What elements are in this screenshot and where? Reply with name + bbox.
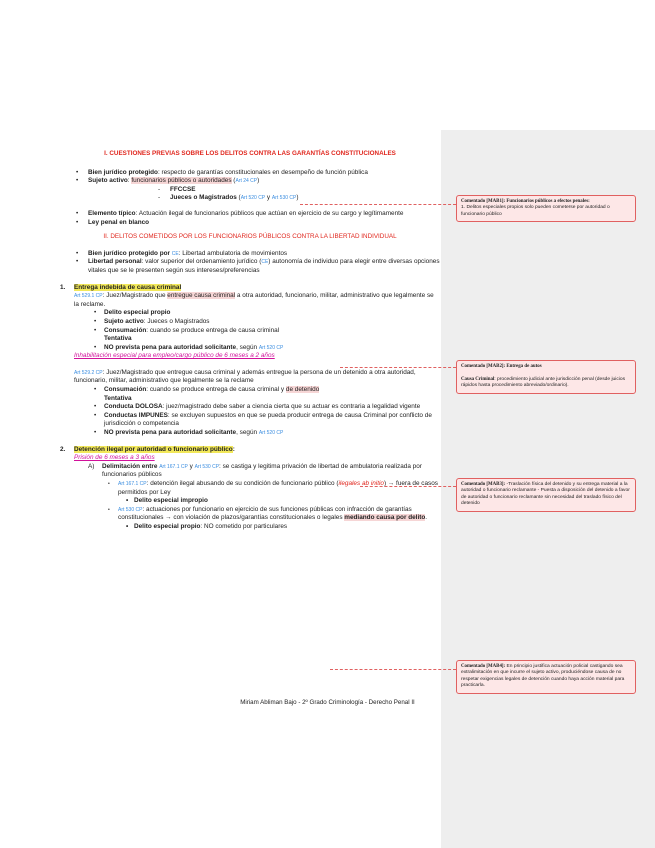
comment-connector bbox=[340, 367, 456, 368]
list-item: • Delito especial impropio bbox=[60, 497, 440, 506]
list-item: - Jueces o Magistrados (Art 520 CP y Art 530 CP) bbox=[60, 194, 440, 203]
document-body bbox=[60, 150, 440, 532]
list-item: - FFCCSE bbox=[60, 186, 440, 195]
comment-mab4[interactable]: Comentado [MAB4]: En principio justifica actuación policial castigando sea extralimitación en que incurre el sujeto activo, produciéndose causa de no respetar exigencias legales de detención cuando haya acción material para practicarla. bbox=[456, 660, 636, 694]
comment-mab3[interactable]: Comentado [MAB3]: -Traslación física del detenido y su entrega material a la autoridad o funcionario reclamante - Puesta a disposición del detenido a favor de autoridad o funcionario reclamante sin necesidad del traslado físico del detenido bbox=[456, 478, 636, 512]
list-item: • Art 530 CP: actuaciones por funcionario en ejercicio de sus funciones públicas con infracción de garantías constitucionales → con violación de plazos/garantías constitucionales o legales mediando causa por delito. bbox=[60, 506, 440, 523]
section1-list bbox=[60, 169, 440, 203]
item1-bullets-2 bbox=[60, 386, 440, 438]
section1-list-2 bbox=[60, 210, 440, 227]
list-item: • Sujeto activo: Jueces o Magistrados bbox=[60, 318, 440, 327]
comment-connector bbox=[360, 486, 456, 487]
comment-connector bbox=[330, 669, 456, 670]
list-item: • Elemento típico: Actuación ilegal de funcionarios públicos que actúan en ejercicio de su cargo y legítimamente bbox=[60, 210, 440, 219]
section2-list bbox=[60, 250, 440, 276]
section-heading-2: II. DELITOS COMETIDOS POR LOS FUNCIONARIOS PÚBLICOS CONTRA LA LIBERTAD INDIVIDUAL bbox=[103, 233, 397, 241]
comment-connector bbox=[300, 204, 456, 205]
item1-bullets bbox=[60, 309, 440, 352]
prison-note: Prisión de 6 meses a 3 años bbox=[74, 454, 155, 462]
page-footer: Miriam Abliman Bajo - 2º Grado Criminología - Derecho Penal II bbox=[240, 699, 415, 706]
list-item: • Libertad personal: valor superior del ordenamiento jurídico (CE) autonomía de individuo para elegir entre diversas opciones vitales que se le presenten según sus intereses/preferencias bbox=[60, 258, 440, 275]
list-item: • Conductas IMPUNES: se excluyen supuestos en que se pueda producir entrega de causa Criminal por conflicto de jurisdicción o competencia bbox=[60, 412, 440, 429]
comment-mab1[interactable]: Comentado [MAB1]: Funcionarios públicos a efectos penales: 1. Delitos especiales propios solo pueden cometerse por autoridad o funcionario público bbox=[456, 195, 636, 222]
list-item: • Delito especial propio bbox=[60, 309, 440, 318]
list-item: • Consumación: cuando se produce entrega de causa criminal y de detenido Tentativa bbox=[60, 386, 440, 403]
section-heading-1: I. CUESTIONES PREVIAS SOBRE LOS DELITOS CONTRA LAS GARANTÍAS CONSTITUCIONALES bbox=[104, 150, 396, 157]
subsection-a: A) Delimitación entre Art 167.1 CP y Art 530 CP: se castiga y legitima privación de libertad de ambulatoria realizada por funcionarios públicos bbox=[88, 462, 422, 479]
list-item: • Delito especial propio: NO cometido por particulares bbox=[60, 523, 440, 532]
comment-mab2[interactable]: Comentado [MAB2]: Entrega de autos Causa Criminal: procedimiento judicial ante jurisdicción penal (desde juicios rápidos hasta procedimiento abreviado/ordinario). bbox=[456, 360, 636, 394]
list-item: • Consumación: cuando se produce entrega de causa criminal Tentativa bbox=[60, 327, 440, 344]
list-item: • Ley penal en blanco bbox=[60, 219, 440, 228]
item2-bullets bbox=[60, 480, 440, 532]
numbered-item-2: 2. Detención ilegal por autoridad o funcionario público: bbox=[60, 445, 235, 453]
list-item: • NO prevista pena para autoridad solicitante, según Art 520 CP bbox=[60, 429, 440, 438]
list-item: • Bien jurídico protegido por CE: Libertad ambulatoria de movimientos bbox=[60, 250, 440, 259]
numbered-item-1: 1. Entrega indebida de causa criminal bbox=[60, 283, 182, 291]
list-item: • NO prevista pena para autoridad solicitante, según Art 520 CP bbox=[60, 344, 440, 353]
list-item: • Bien jurídico protegido: respecto de garantías constitucionales en desempeño de función pública bbox=[60, 169, 440, 178]
paragraph: Art 529.1 CP: Juez/Magistrado que entregue causa criminal a otra autoridad, funcionario, militar, administrativo que legalmente se la reclame. bbox=[74, 292, 434, 308]
paragraph: Art 529.2 CP: Juez/Magistrado que entregue causa criminal y además entregue la persona de un detenido a otra autoridad, funcionario, militar, administrativo que legalmente se la reclame bbox=[74, 368, 416, 385]
list-item: • Conducta DOLOSA: juez/magistrado debe saber a ciencia cierta que su actuar es contraria a legalidad vigente bbox=[60, 403, 440, 412]
list-item: • Sujeto activo: funcionarios públicos o autoridades (Art 24 CP) bbox=[60, 177, 440, 186]
inhabilitation-note: Inhabilitación especial para empleo/cargo público de 6 meses a 2 años bbox=[74, 352, 275, 360]
list-item: • Art 167.1 CP: detención ilegal abusando de su condición de funcionario público (ilegales ab initio) → fuera de casos permitidos por Ley bbox=[60, 480, 440, 497]
